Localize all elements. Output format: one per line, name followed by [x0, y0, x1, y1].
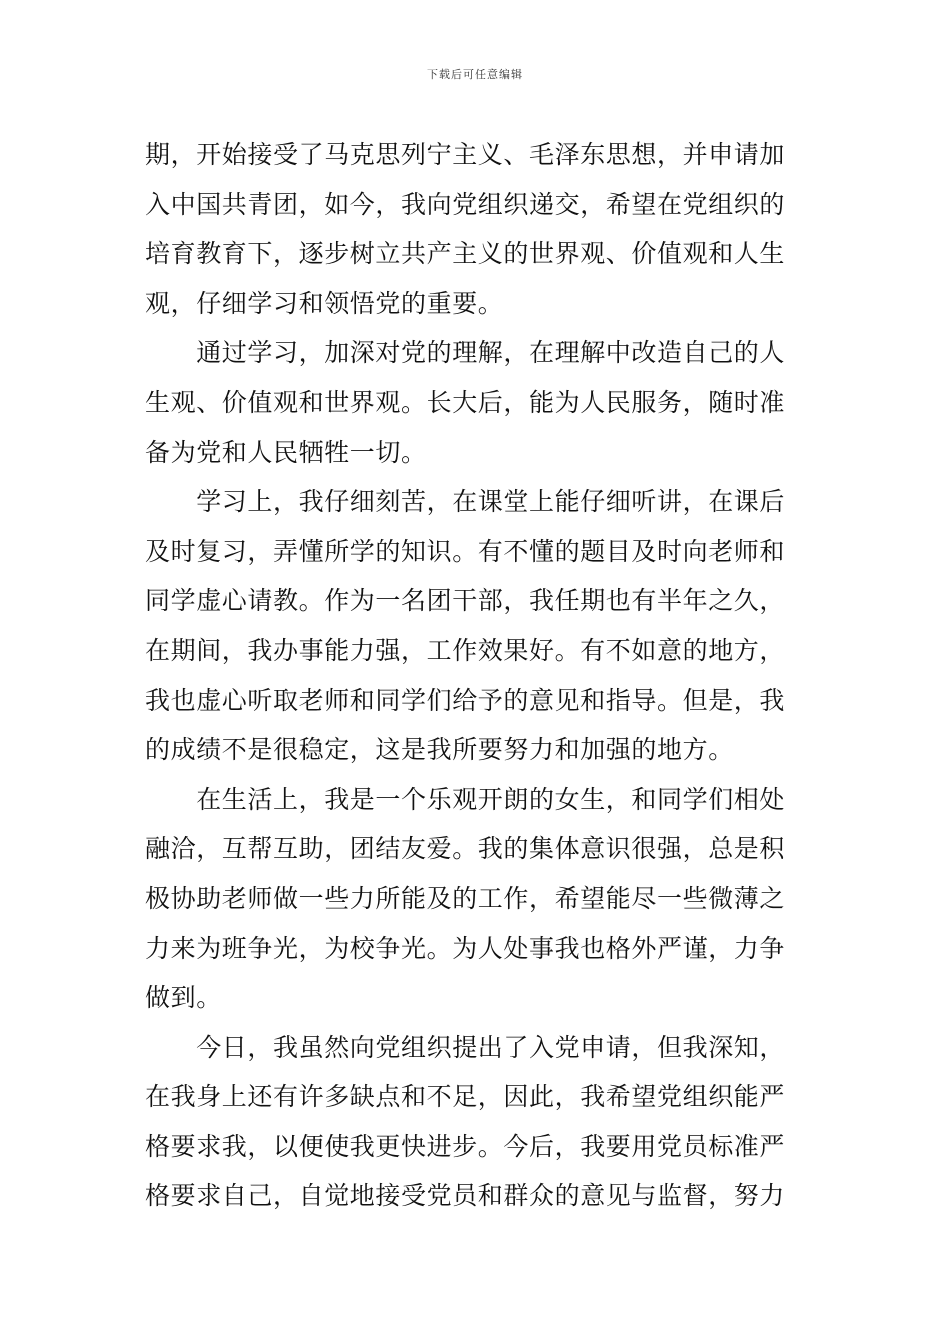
paragraph-1: 期，开始接受了马克思列宁主义、毛泽东思想，并申请加 入中国共青团，如今，我向党组织递交，希望在党组织的 培育教育下，逐步树立共产主义的世界观、价值观和人生 观，仔细学习和领悟党的重要。	[145, 140, 786, 318]
document-body	[145, 130, 817, 1221]
header-note: 下载后可任意编辑	[427, 68, 523, 81]
paragraph-4: 在生活上，我是一个乐观开朗的女生，和同学们相处 融洽，互帮互助，团结友爱。我的集体意识很强，总是积 极协助老师做一些力所能及的工作，希望能尽一些微薄之 力来为班争光，为校争光。为人处事我也格外严谨，力争 做到。	[145, 784, 786, 1013]
paragraph-2: 通过学习，加深对党的理解，在理解中改造自己的人 生观、价值观和世界观。长大后，能为人民服务，随时准 备为党和人民牺牲一切。	[145, 338, 786, 467]
paragraph-3: 学习上，我仔细刻苦，在课堂上能仔细听讲，在课后 及时复习，弄懂所学的知识。有不懂的题目及时向老师和 同学虚心请教。作为一名团干部，我任期也有半年之久， 在期间，我办事能力强，工作效果好。有不如意的地方， 我也虚心听取老师和同学们给予的意见和指导。但是，我 的成绩不是很稳定，这是我所要努力和加强的地方。	[145, 487, 786, 765]
paragraph-5: 今日，我虽然向党组织提出了入党申请，但我深知， 在我身上还有许多缺点和不足，因此，我希望党组织能严 格要求我，以便使我更快进步。今后，我要用党员标准严 格要求自己，自觉地接受党员和群众的意见与监督，努力	[145, 1032, 786, 1211]
